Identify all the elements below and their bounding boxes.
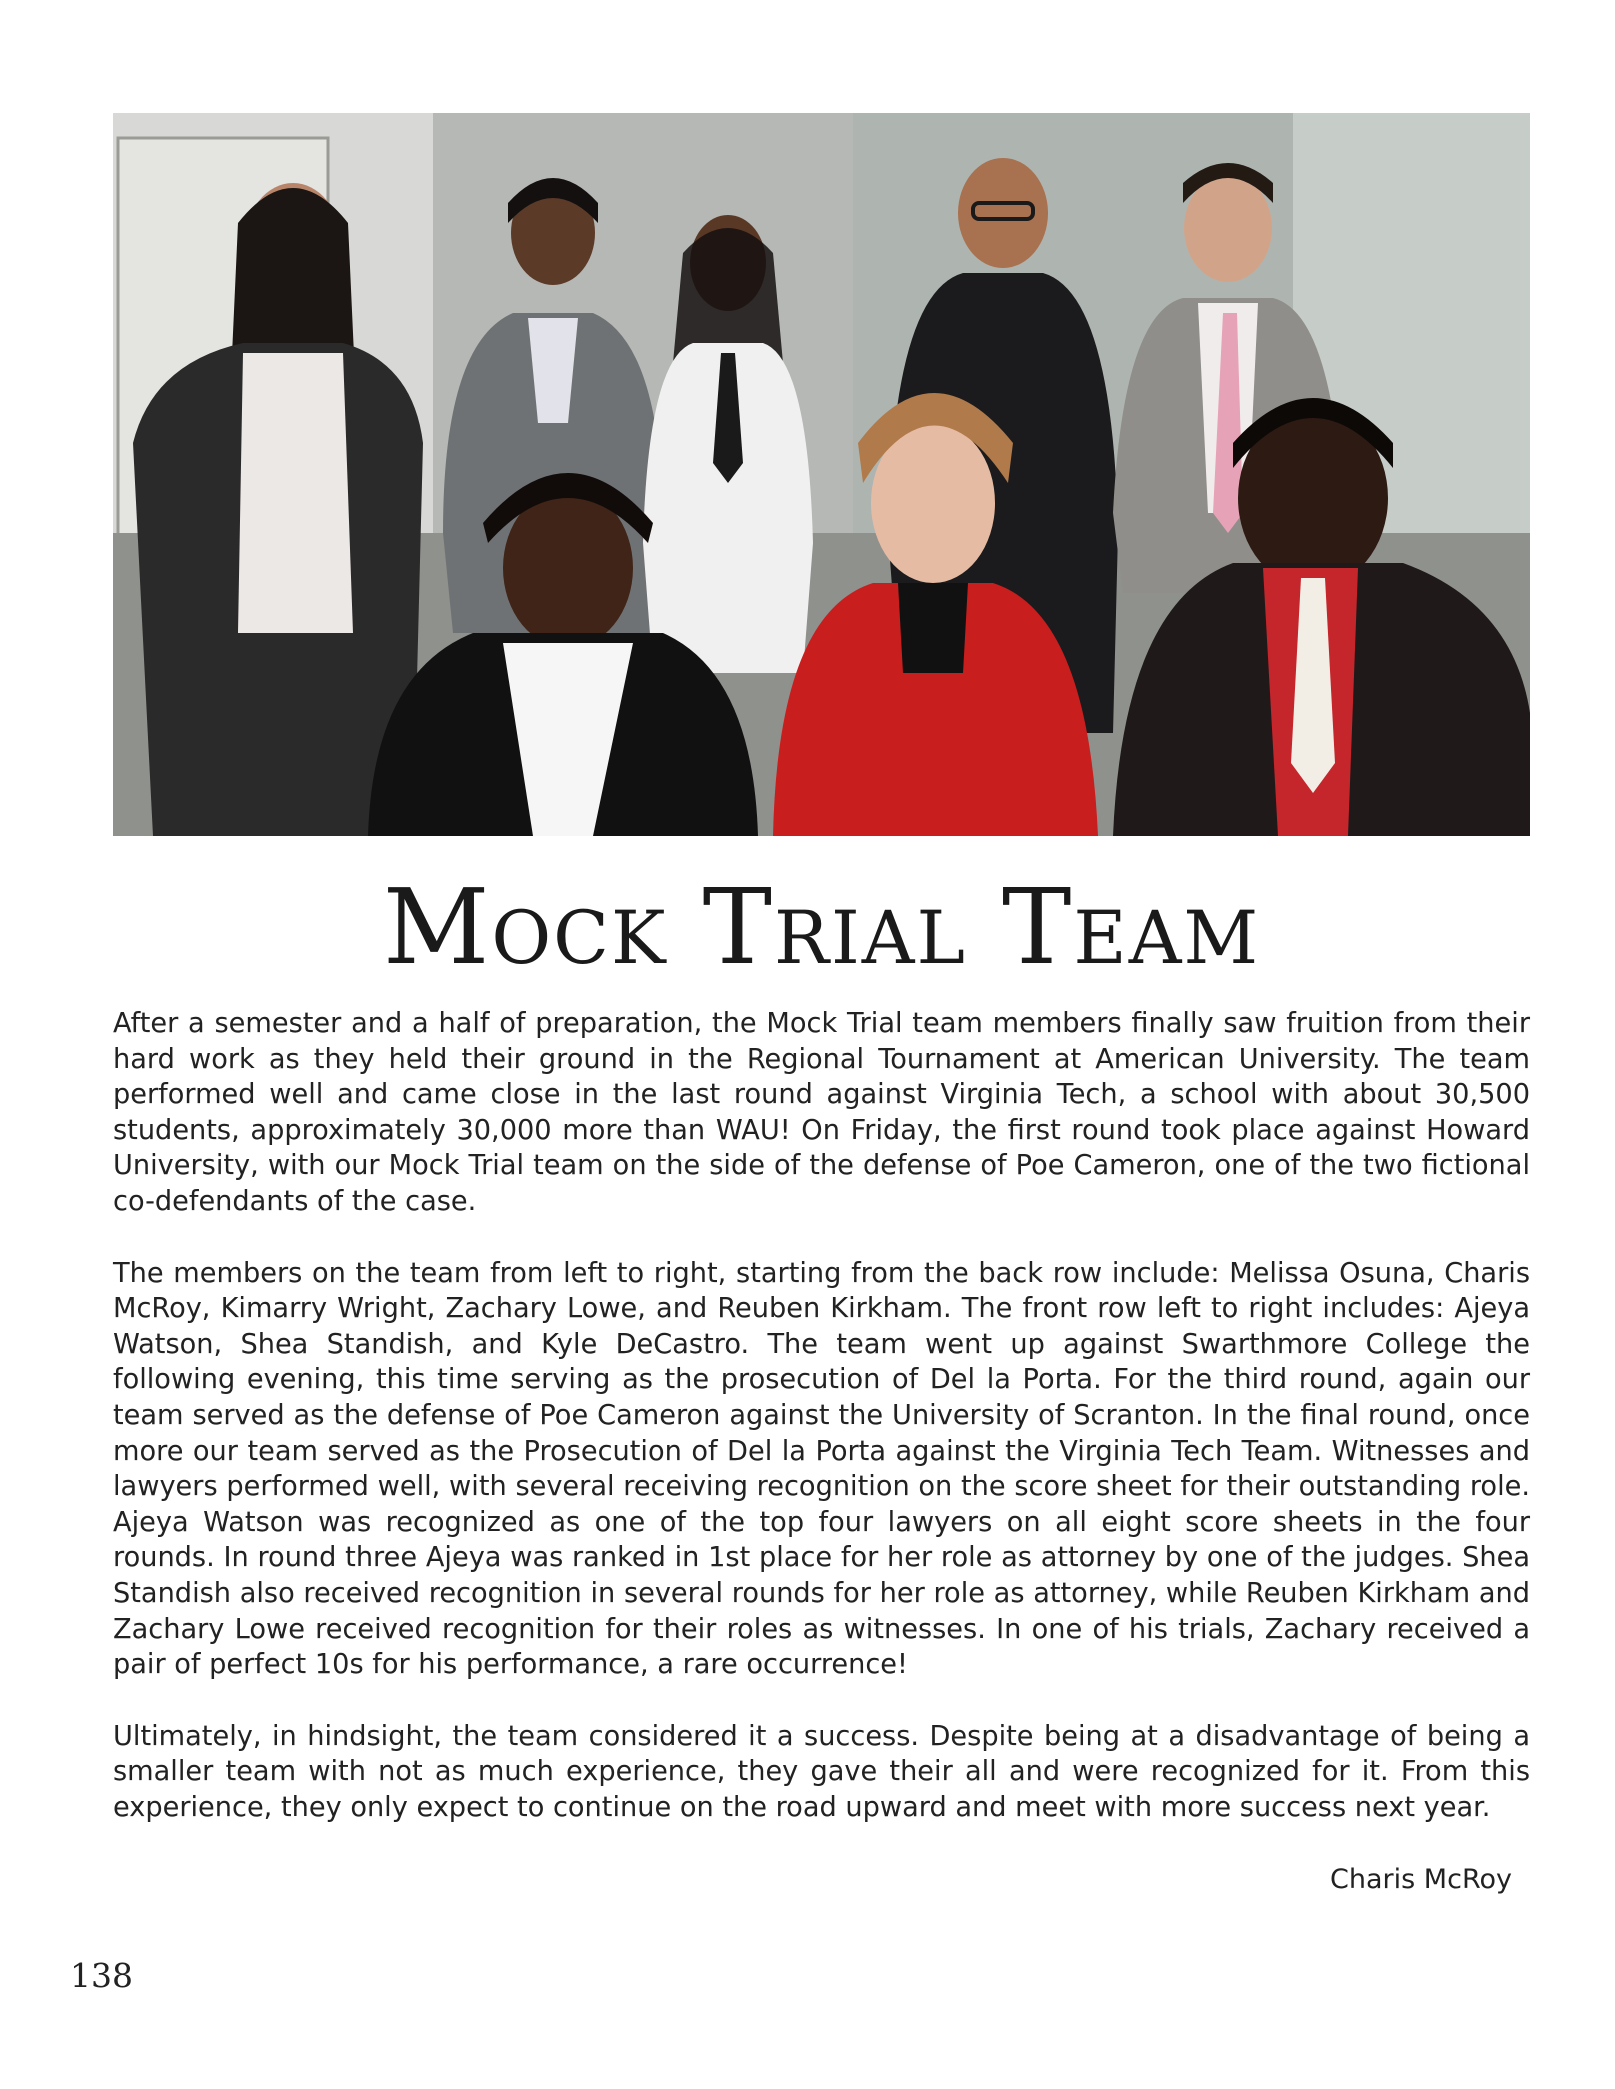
page-title: Mock Trial Team <box>382 866 1261 988</box>
team-photo-illustration <box>113 113 1530 836</box>
team-photo <box>113 113 1530 836</box>
author-byline: Charis McRoy <box>1330 1864 1512 1895</box>
article-body <box>113 1006 1530 1861</box>
paragraph-3: Ultimately, in hindsight, the team considered it a success. Despite being at a disadvantage of being a smaller team with not as much experience, they gave their all and were recognized for it. From this experience, they only expect to continue on the road upward and meet with more success next year. <box>113 1720 1530 1823</box>
paragraph-2: The members on the team from left to right, starting from the back row include: Melissa Osuna, Charis McRoy, Kimarry Wright, Zachary Lowe, and Reuben Kirkham. The front row left to right includes: Ajeya Watson, Shea Standish, and Kyle DeCastro. The team went up against Swarthmore College the following evening, this time serving as the prosecution of Del la Porta. For the third round, again our team served as the defense of Poe Cameron against the University of Scranton. In the final round, once more our team served as the Prosecution of Del la Porta against the Virginia Tech Team. Witnesses and lawyers performed well, with several receiving recognition on the score sheet for their outstanding role. Ajeya Watson was recognized as one of the top four lawyers on all eight score sheets in the four rounds. In round three Ajeya was ranked in 1st place for her role as attorney by one of the judges. Shea Standish also received recognition in several rounds for her role as attorney, while Reuben Kirkham and Zachary Lowe received recognition for their roles as witnesses. In one of his trials, Zachary received a pair of perfect 10s for his performance, a rare occurrence! <box>113 1257 1530 1681</box>
paragraph-1: After a semester and a half of preparation, the Mock Trial team members finally saw fruition from their hard work as they held their ground in the Regional Tournament at American University. The team performed well and came close in the last round against Virginia Tech, a school with about 30,500 students, approximately 30,000 more than WAU! On Friday, the first round took place against Howard University, with our Mock Trial team on the side of the defense of Poe Cameron, one of the two fictional co-defendants of the case. <box>113 1008 1530 1217</box>
page-number: 138 <box>70 1956 133 1995</box>
